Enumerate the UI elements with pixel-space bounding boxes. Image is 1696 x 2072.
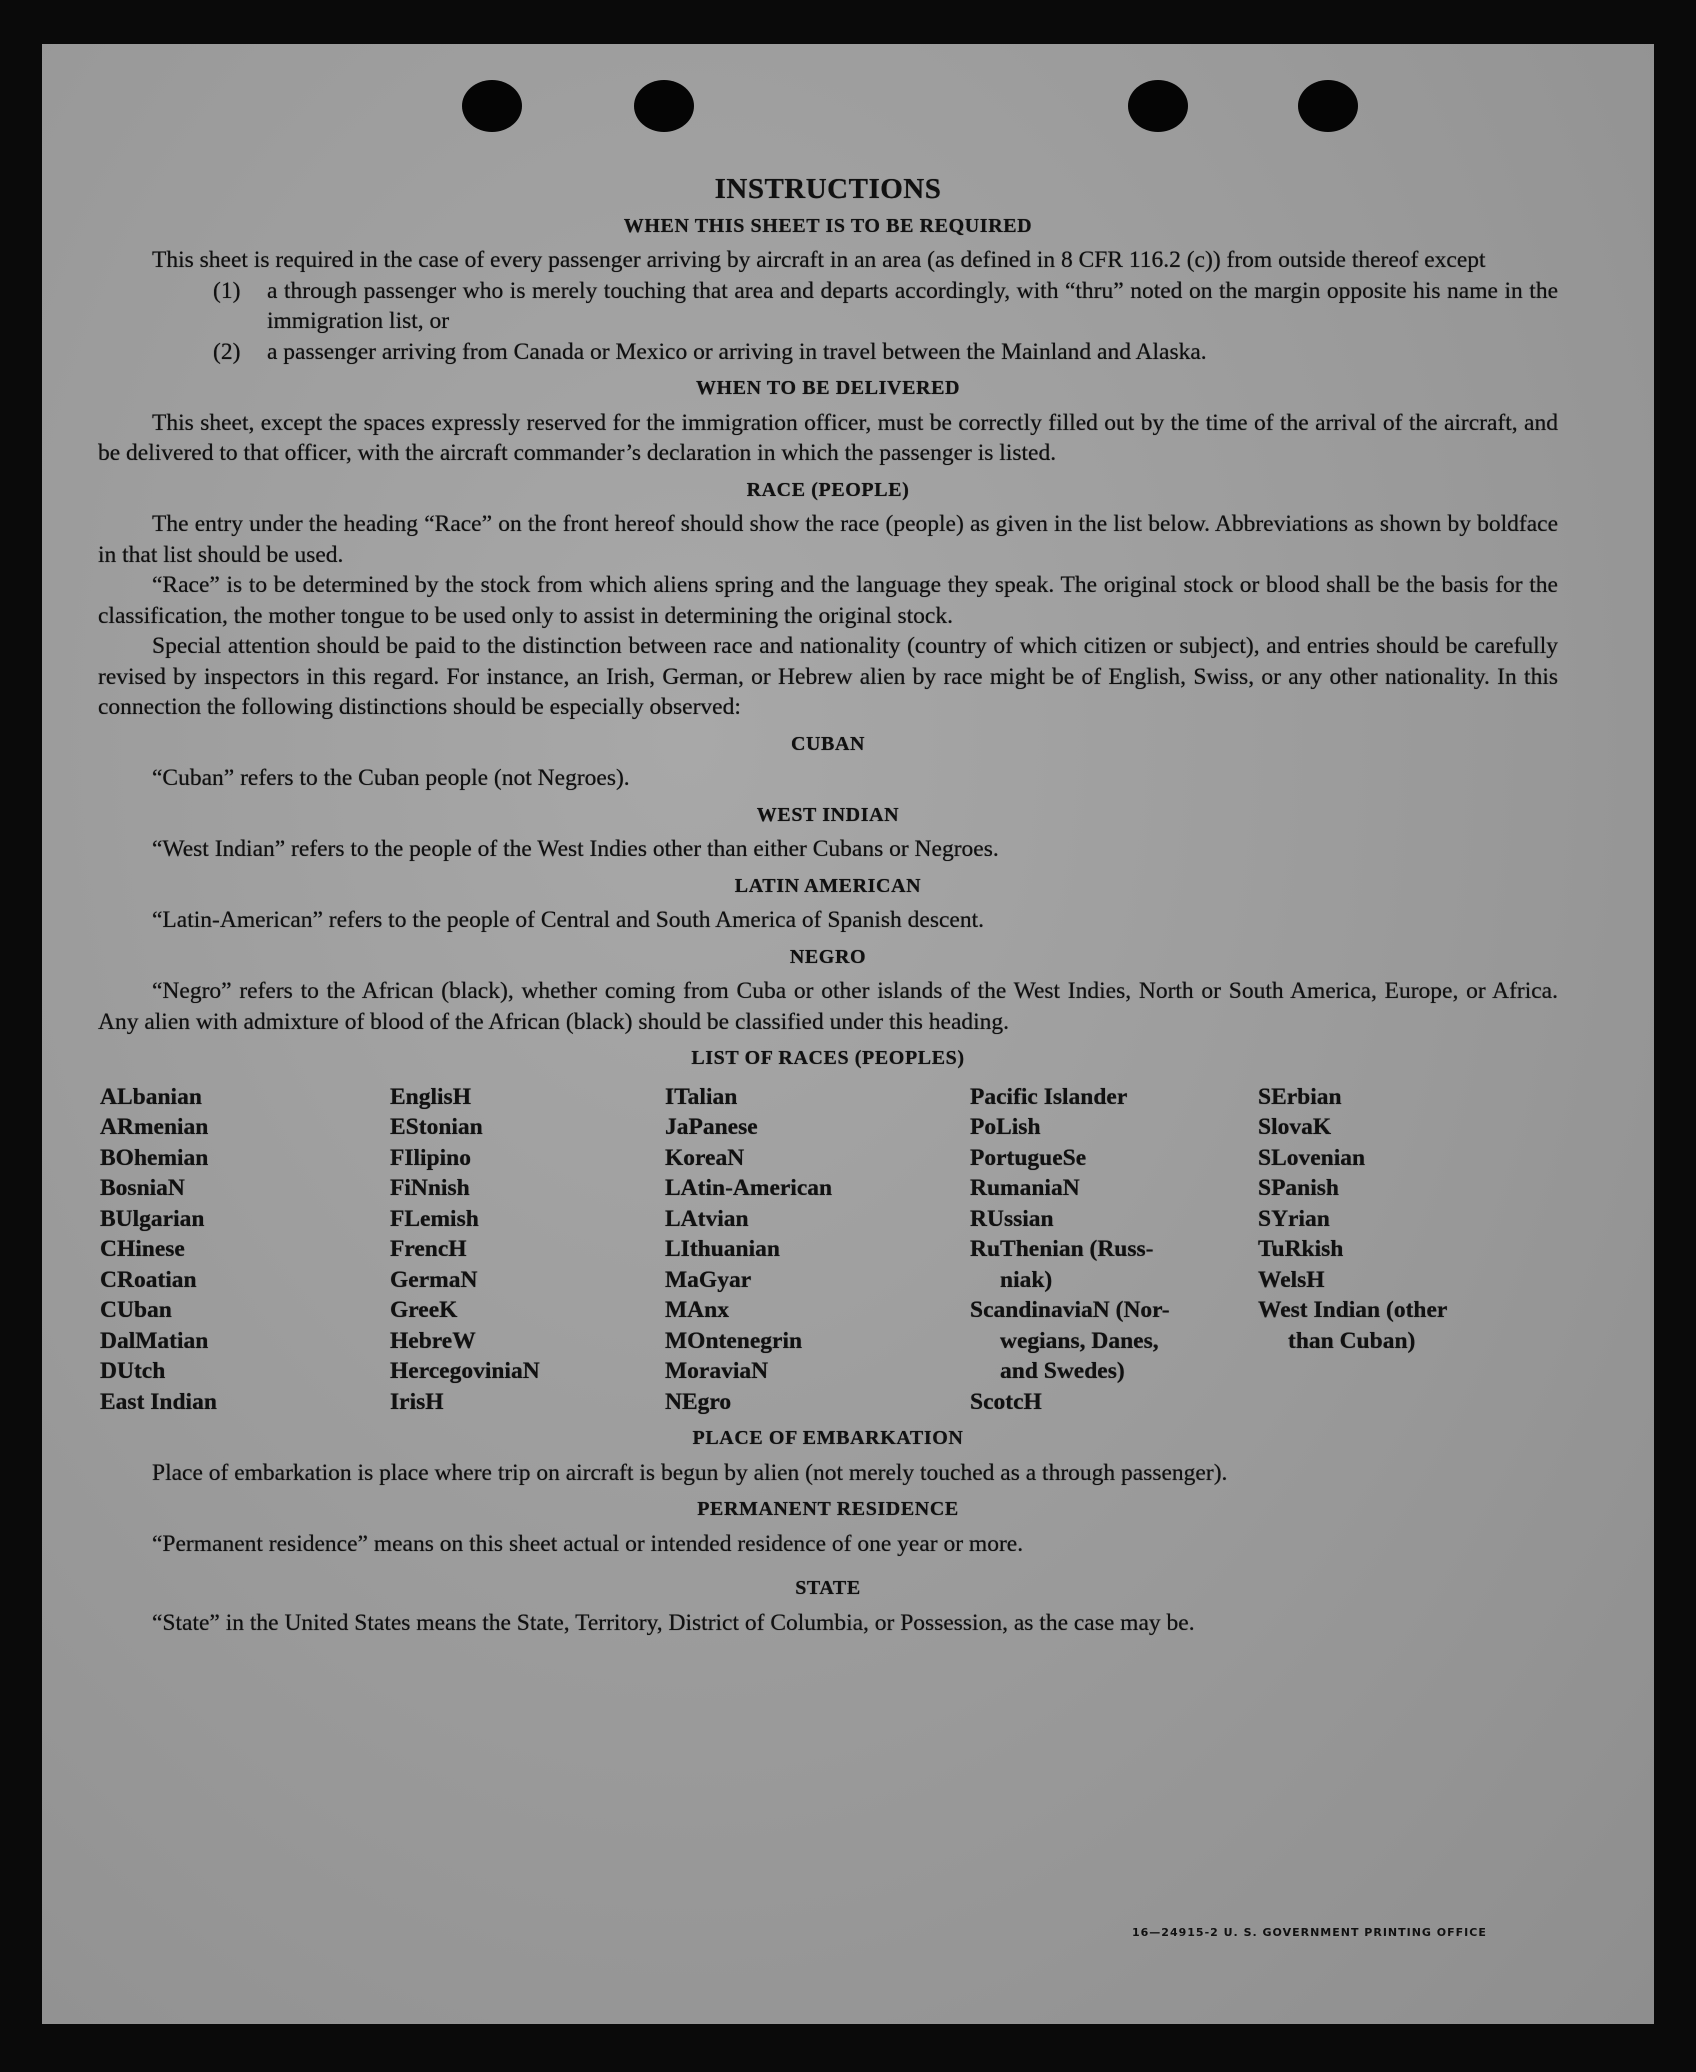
cuban-text: “Cuban” refers to the Cuban people (not Negroes). (152, 765, 630, 791)
race-entry: FIlipino (390, 1144, 471, 1171)
instructions-body (98, 174, 1558, 1638)
race-entry: FiNnish (390, 1175, 470, 1201)
race-paragraph-2: “Race” is to be determined by the stock from which aliens spring and the language they speak. The original stock or blood shall be the basis for the classification, the mother tongue to be used only to assist in determining the original stock. (98, 572, 1558, 629)
heading-state: STATE (795, 1577, 861, 1599)
race-entry: and Swedes) (1000, 1358, 1125, 1384)
race-entry: EStonian (390, 1114, 483, 1140)
race-entry: TuRkish (1258, 1236, 1344, 1262)
race-column (390, 1082, 665, 1418)
race-entry: CRoatian (100, 1266, 197, 1293)
printing-office-code: 16—24915-2 U. S. GOVERNMENT PRINTING OFFICE (1132, 1926, 1487, 1939)
race-entry: BosniaN (100, 1175, 185, 1201)
when-delivered-text: This sheet, except the spaces expressly reserved for the immigration officer, must be correctly filled out by the time of the arrival of the aircraft, and be delivered to that officer, with the aircraft commander’s declaration in which the passenger is listed. (98, 409, 1558, 466)
page-title: INSTRUCTIONS (714, 173, 942, 205)
race-entry: HercegoviniaN (390, 1358, 540, 1384)
document-sheet (42, 44, 1654, 2024)
race-column (970, 1082, 1258, 1418)
punch-hole (1298, 80, 1358, 132)
race-entry: ITalian (665, 1083, 738, 1110)
race-column (665, 1082, 970, 1418)
negro-text: “Negro” refers to the African (black), whether coming from Cuba or other islands of the West Indies, North or South America, Europe, or Africa. Any alien with admixture of blood of the African (black) should be classified under this heading. (98, 978, 1558, 1035)
race-entry: than Cuban) (1288, 1327, 1416, 1354)
race-entry: MAnx (665, 1297, 729, 1323)
heading-race: RACE (PEOPLE) (746, 478, 910, 501)
race-entry: wegians, Danes, (1000, 1327, 1159, 1354)
race-entry: SLovenian (1258, 1144, 1366, 1171)
race-entry: CUban (100, 1297, 172, 1323)
race-entry: SPanish (1258, 1175, 1339, 1201)
race-entry: HebreW (390, 1327, 476, 1354)
race-entry: RumaniaN (970, 1175, 1080, 1201)
west-indian-text: “West Indian” refers to the people of the West Indies other than either Cubans or Negroes. (152, 836, 999, 862)
residence-text: “Permanent residence” means on this sheet actual or intended residence of one year or more. (152, 1530, 1024, 1557)
race-entry: JaPanese (665, 1114, 758, 1140)
race-entry: LIthuanian (665, 1236, 780, 1262)
punch-hole (634, 80, 694, 132)
heading-cuban: CUBAN (790, 732, 866, 755)
race-entry: RuThenian (Russ- (970, 1236, 1154, 1262)
race-entry: IrisH (390, 1388, 444, 1415)
race-entry: FrencH (390, 1236, 467, 1262)
race-paragraph-1: The entry under the heading “Race” on the front hereof should show the race (people) as given in the list below. Abbreviations as shown by boldface in that list should be used. (98, 511, 1558, 568)
heading-residence: PERMANENT RESIDENCE (697, 1498, 959, 1520)
state-text: “State” in the United States means the State, Territory, District of Columbia, or Possession, as the case may be. (152, 1609, 1195, 1636)
race-entry: Pacific Islander (970, 1083, 1128, 1110)
race-entry: LAtin-American (665, 1175, 833, 1201)
heading-embarkation: PLACE OF EMBARKATION (692, 1427, 964, 1449)
exceptions-list (213, 276, 1558, 368)
race-entry: KoreaN (665, 1144, 745, 1171)
race-entry: BOhemian (100, 1144, 209, 1171)
race-entry: SErbian (1258, 1083, 1342, 1110)
race-entry: PortugueSe (970, 1144, 1087, 1171)
item-text: a passenger arriving from Canada or Mexico or arriving in travel between the Mainland and Alaska. (267, 338, 1207, 365)
race-column (100, 1082, 390, 1418)
race-entry: DUtch (100, 1358, 166, 1384)
race-entry: niak) (1000, 1266, 1053, 1293)
latin-american-text: “Latin-American” refers to the people of Central and South America of Spanish descent. (152, 907, 985, 933)
race-entry: GermaN (390, 1266, 478, 1293)
item-number: (1) (213, 277, 241, 304)
heading-when-delivered: WHEN TO BE DELIVERED (695, 377, 961, 399)
race-entry: WelsH (1258, 1266, 1325, 1293)
heading-when-required: WHEN THIS SHEET IS TO BE REQUIRED (623, 214, 1033, 237)
race-entry: BUlgarian (100, 1205, 205, 1232)
race-entry: ScandinaviaN (Nor- (970, 1297, 1170, 1323)
heading-west-indian: WEST INDIAN (756, 803, 900, 826)
race-entry: SlovaK (1258, 1114, 1332, 1140)
race-entry: MaGyar (665, 1266, 752, 1293)
race-entry: ScotcH (970, 1388, 1042, 1415)
race-list (100, 1082, 1558, 1418)
punch-hole (462, 80, 522, 132)
item-number: (2) (213, 338, 241, 365)
race-entry: East Indian (100, 1388, 217, 1415)
race-entry: ALbanian (100, 1083, 202, 1110)
list-item (213, 337, 1558, 368)
heading-latin-american: LATIN AMERICAN (734, 874, 922, 897)
race-entry: FLemish (390, 1205, 479, 1232)
embarkation-text: Place of embarkation is place where trip on aircraft is begun by alien (not merely touched as a through passenger). (152, 1459, 1228, 1486)
list-item (213, 276, 1558, 337)
item-text: a through passenger who is merely touching that area and departs accordingly, with “thru” noted on the margin opposite his name in the immigration list, or (267, 277, 1558, 334)
heading-list-of-races: LIST OF RACES (PEOPLES) (691, 1047, 965, 1069)
race-entry: PoLish (970, 1114, 1041, 1140)
race-entry: EnglisH (390, 1083, 471, 1110)
when-required-intro: This sheet is required in the case of every passenger arriving by aircraft in an area (as defined in 8 CFR 116.2 (c)) from outside thereof except (152, 247, 1486, 273)
race-entry: LAtvian (665, 1205, 749, 1232)
heading-negro: NEGRO (789, 945, 867, 968)
race-entry: RUssian (970, 1205, 1054, 1232)
race-entry: NEgro (665, 1388, 732, 1415)
race-entry: MOntenegrin (665, 1327, 803, 1354)
race-entry: CHinese (100, 1236, 185, 1262)
race-entry: West Indian (other (1258, 1297, 1448, 1323)
punch-hole (1128, 80, 1188, 132)
race-entry: SYrian (1258, 1205, 1330, 1232)
race-entry: MoraviaN (665, 1358, 769, 1384)
race-paragraph-3: Special attention should be paid to the distinction between race and nationality (country of which citizen or subject), and entries should be carefully revised by inspectors in this regard. For instance, an Irish, German, or Hebrew alien by race might be of English, Swiss, or any other nationality. In this connection the following distinctions should be especially observed: (98, 633, 1558, 720)
race-entry: DalMatian (100, 1327, 209, 1354)
race-entry: ARmenian (100, 1114, 209, 1140)
race-column (1258, 1082, 1548, 1418)
race-entry: GreeK (390, 1297, 458, 1323)
